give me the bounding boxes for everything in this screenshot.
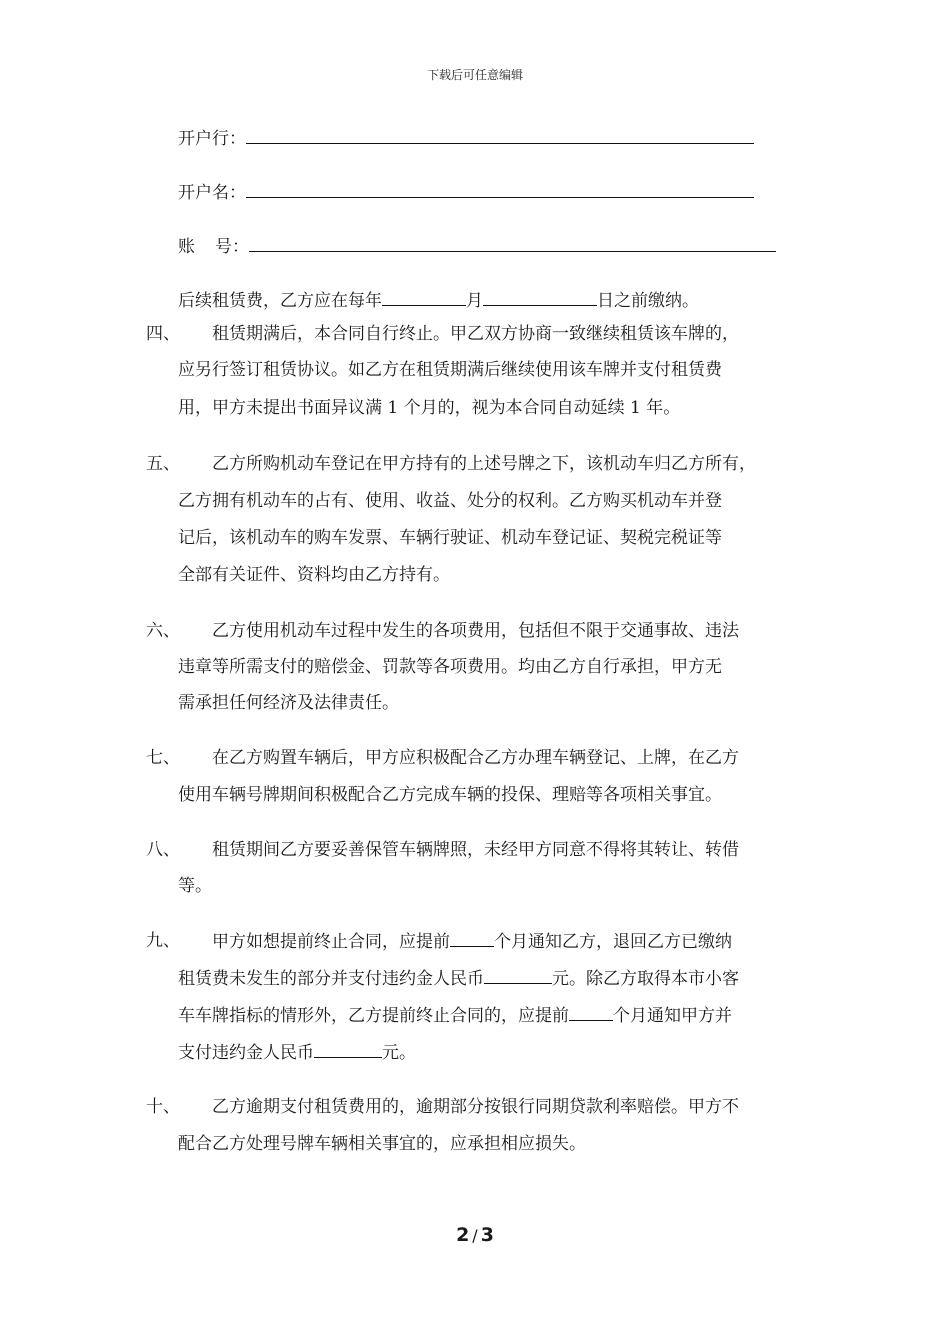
notice-months-blank-a[interactable] <box>450 929 494 947</box>
page-number <box>0 1224 950 1246</box>
clause-7-number: 七、 <box>146 748 180 768</box>
page-separator: / <box>472 1226 478 1245</box>
renewal-text-3: 日之前缴纳。 <box>597 291 699 311</box>
clause-5-line-4: 全部有关证件、资料均由乙方持有。 <box>178 565 450 585</box>
clause-9-text-4b: 元。 <box>382 1043 416 1063</box>
clause-4-number: 四、 <box>146 324 180 344</box>
notice-months-blank-b[interactable] <box>569 1003 613 1021</box>
clause-7-line-1: 在乙方购置车辆后，甲方应积极配合乙方办理车辆登记、上牌，在乙方 <box>212 748 739 768</box>
penalty-amount-blank-a[interactable] <box>484 966 552 984</box>
clause-9-line-3 <box>178 1003 732 1028</box>
clause-6-line-1: 乙方使用机动车过程中发生的各项费用，包括但不限于交通事故、违法 <box>212 621 739 641</box>
clause-10-line-2: 配合乙方处理号牌车辆相关事宜的，应承担相应损失。 <box>178 1134 586 1154</box>
clause-4-line-3: 用，甲方未提出书面异议满 1 个月的，视为本合同自动延续 1 年。 <box>178 398 681 418</box>
account-label-part1: 账 <box>178 237 195 257</box>
account-name-blank[interactable] <box>246 180 754 198</box>
clause-9-number: 九、 <box>146 931 180 951</box>
clause-5-line-2: 乙方拥有机动车的占有、使用、收益、处分的权利。乙方购买机动车并登 <box>178 491 722 511</box>
clause-10-line-1: 乙方逾期支付租赁费用的，逾期部分按银行同期贷款利率赔偿。甲方不 <box>212 1097 739 1117</box>
renewal-text-1: 后续租赁费，乙方应在每年 <box>178 291 382 311</box>
clause-9-text-3b: 个月通知甲方并 <box>613 1006 732 1026</box>
clause-9-text-2b: 元。除乙方取得本市小客 <box>552 969 739 989</box>
clause-4-line-2: 应另行签订租赁协议。如乙方在租赁期满后继续使用该车牌并支付租赁费 <box>178 360 722 380</box>
clause-10-number: 十、 <box>146 1097 180 1117</box>
clause-9-line-4 <box>178 1040 416 1065</box>
clause-9-line-2 <box>178 966 739 991</box>
clause-9-text-1b: 个月通知乙方，退回乙方已缴纳 <box>494 932 732 952</box>
bank-label: 开户行： <box>178 129 246 149</box>
page-total: 3 <box>480 1224 494 1246</box>
clause-5-number: 五、 <box>146 454 180 474</box>
account-name-label: 开户名： <box>178 183 246 203</box>
renewal-text-2: 月 <box>466 291 483 311</box>
clause-6-line-3: 需承担任何经济及法律责任。 <box>178 693 399 713</box>
renewal-month-blank[interactable] <box>382 288 466 306</box>
bank-line <box>178 126 754 151</box>
account-label-part2: 号： <box>215 237 249 257</box>
clause-9-text-1a: 甲方如想提前终止合同，应提前 <box>212 932 450 952</box>
clause-9-text-4a: 支付违约金人民币 <box>178 1043 314 1063</box>
clause-9-text-3a: 车车牌指标的情形外，乙方提前终止合同的，应提前 <box>178 1006 569 1026</box>
renewal-line <box>178 288 699 313</box>
clause-5-line-1: 乙方所购机动车登记在甲方持有的上述号牌之下，该机动车归乙方所有， <box>212 454 756 474</box>
clause-9-line-1 <box>212 929 732 954</box>
clause-4-line-1: 租赁期满后，本合同自行终止。甲乙双方协商一致继续租赁该车牌的， <box>212 324 739 344</box>
renewal-day-blank[interactable] <box>483 288 597 306</box>
clause-6-line-2: 违章等所需支付的赔偿金、罚款等各项费用。均由乙方自行承担，甲方无 <box>178 657 722 677</box>
account-number-line <box>178 234 776 259</box>
clause-9-text-2a: 租赁费未发生的部分并支付违约金人民币 <box>178 969 484 989</box>
account-name-line <box>178 180 754 205</box>
clause-8-line-1: 租赁期间乙方要妥善保管车辆牌照，未经甲方同意不得将其转让、转借 <box>212 840 739 860</box>
clause-8-number: 八、 <box>146 840 180 860</box>
page-header-note: 下载后可任意编辑 <box>426 68 523 82</box>
clause-5-line-3: 记后，该机动车的购车发票、车辆行驶证、机动车登记证、契税完税证等 <box>178 528 722 548</box>
clause-8-line-2: 等。 <box>178 876 212 896</box>
clause-7-line-2: 使用车辆号牌期间积极配合乙方完成车辆的投保、理赔等各项相关事宜。 <box>178 785 722 805</box>
account-number-blank[interactable] <box>249 234 776 252</box>
bank-blank[interactable] <box>246 126 754 144</box>
clause-6-number: 六、 <box>146 621 180 641</box>
penalty-amount-blank-b[interactable] <box>314 1040 382 1058</box>
page-current: 2 <box>456 1224 470 1246</box>
